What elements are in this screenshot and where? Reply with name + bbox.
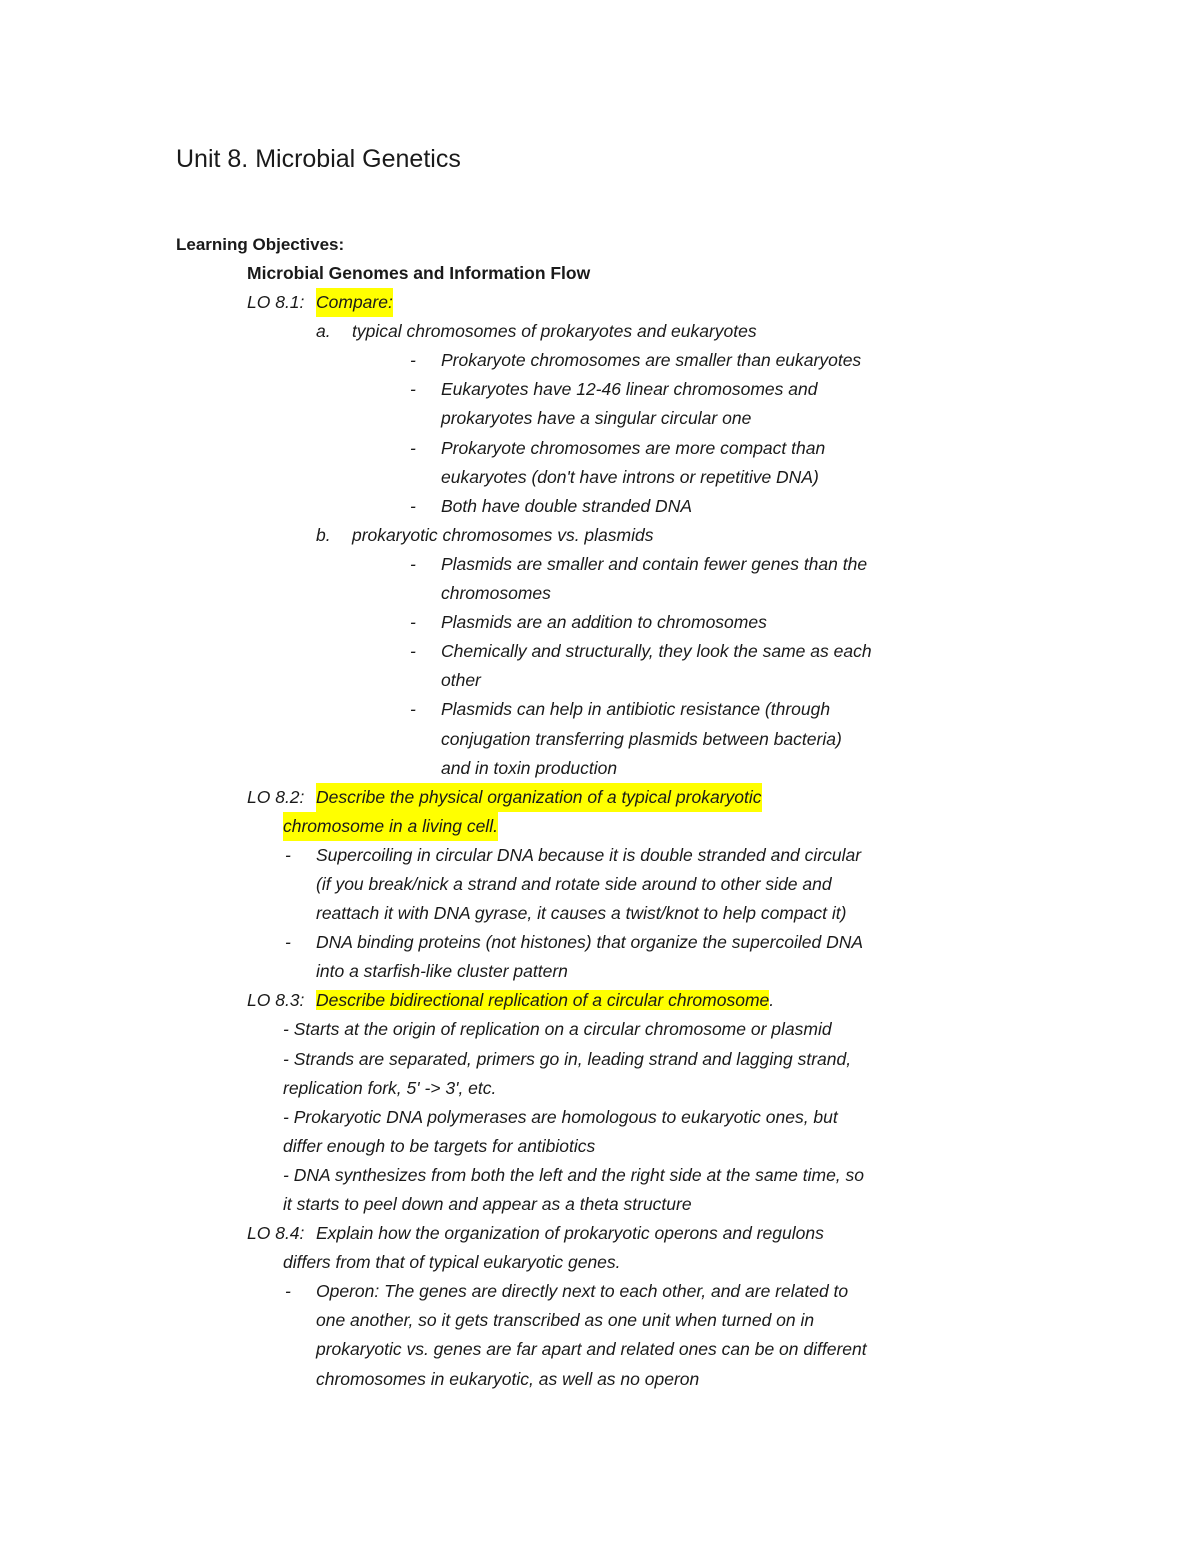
bullet-line xyxy=(0,550,1200,579)
bullet-line xyxy=(0,608,1200,637)
bullet-continuation xyxy=(0,725,1200,754)
document-body xyxy=(0,259,1200,1394)
bullet-text: Both have double stranded DNA xyxy=(441,495,692,516)
lo-text: - Starts at the origin of replication on a circular chromosome or plasmid xyxy=(283,1019,832,1040)
bullet-text: Supercoiling in circular DNA because it is double stranded and circular xyxy=(316,844,862,865)
bullet-text: Operon: The genes are directly next to each other, and are related to xyxy=(316,1281,849,1302)
bullet-text: Prokaryote chromosomes are smaller than eukaryotes xyxy=(441,350,862,371)
bullet-text: Plasmids are smaller and contain fewer genes than the xyxy=(441,553,868,574)
bullet-continuation xyxy=(0,1335,1200,1364)
lo-label: LO 8.2: xyxy=(247,786,305,807)
lo-8-3-line xyxy=(0,1074,1200,1103)
lo-heading: Explain how the organization of prokaryotic operons and regulons xyxy=(316,1223,824,1244)
lo-text: - Prokaryotic DNA polymerases are homologous to eukaryotic ones, but xyxy=(283,1106,838,1127)
bullet-continuation xyxy=(0,404,1200,433)
bullet-dash: - xyxy=(410,379,416,400)
bullet-text: and in toxin production xyxy=(441,757,618,778)
lo-heading-highlight: Compare: xyxy=(316,288,393,317)
lo-8-3-line xyxy=(0,1045,1200,1074)
bullet-dash: - xyxy=(410,699,416,720)
section-heading: Microbial Genomes and Information Flow xyxy=(247,263,591,283)
bullet-continuation xyxy=(0,666,1200,695)
bullet-text: reattach it with DNA gyrase, it causes a twist/knot to help compact it) xyxy=(316,903,847,924)
lo-8-3-line xyxy=(0,1015,1200,1044)
lo-8-3-line xyxy=(0,1103,1200,1132)
bullet-dash: - xyxy=(410,641,416,662)
bullet-text: Chemically and structurally, they look the same as each xyxy=(441,641,872,662)
lo-text: - Strands are separated, primers go in, leading strand and lagging strand, xyxy=(283,1048,852,1069)
bullet-line xyxy=(0,375,1200,404)
bullet-dash: - xyxy=(410,612,416,633)
lo-label: LO 8.3: xyxy=(247,990,305,1011)
bullet-continuation xyxy=(0,579,1200,608)
bullet-text: other xyxy=(441,670,481,691)
bullet-text: chromosomes in eukaryotic, as well as no operon xyxy=(316,1368,700,1389)
bullet-continuation xyxy=(0,1306,1200,1335)
lo-text: differ enough to be targets for antibiotics xyxy=(283,1135,596,1156)
bullet-dash: - xyxy=(410,350,416,371)
bullet-text: chromosomes xyxy=(441,583,551,604)
lo-text: - DNA synthesizes from both the left and the right side at the same time, so xyxy=(283,1164,865,1185)
bullet-text: one another, so it gets transcribed as one unit when turned on in xyxy=(316,1310,815,1331)
bullet-line xyxy=(0,841,1200,870)
bullet-text: Plasmids can help in antibiotic resistance (through xyxy=(441,699,831,720)
lo-heading: differs from that of typical eukaryotic genes. xyxy=(283,1252,621,1273)
lo-8-3-line xyxy=(0,1190,1200,1219)
bullet-continuation xyxy=(0,754,1200,783)
lo-8-1-heading xyxy=(0,288,1200,317)
lo-8-2-heading-continuation xyxy=(0,812,1200,841)
lo-text: replication fork, 5' -> 3', etc. xyxy=(283,1077,497,1098)
bullet-text: (if you break/nick a strand and rotate side around to other side and xyxy=(316,873,832,894)
lo-heading-highlight: Describe the physical organization of a typical prokaryotic xyxy=(316,783,762,812)
learning-objectives-label: Learning Objectives: xyxy=(176,235,345,254)
bullet-text: conjugation transferring plasmids between bacteria) xyxy=(441,728,842,749)
lo-8-1-item-a xyxy=(0,317,1200,346)
section-heading-line xyxy=(0,259,1200,288)
bullet-dash: - xyxy=(285,1281,291,1302)
lo-8-4-heading-continuation xyxy=(0,1248,1200,1277)
lo-heading-highlight: Describe bidirectional replication of a circular chromosome xyxy=(316,990,770,1011)
bullet-line xyxy=(0,695,1200,724)
bullet-text: prokaryotic vs. genes are far apart and related ones can be on different xyxy=(316,1339,867,1360)
lo-heading-period: . xyxy=(769,990,775,1011)
bullet-continuation xyxy=(0,463,1200,492)
bullet-dash: - xyxy=(410,495,416,516)
lo-label: LO 8.4: xyxy=(247,1223,305,1244)
lo-text: it starts to peel down and appear as a theta structure xyxy=(283,1194,692,1214)
bullet-dash: - xyxy=(410,553,416,574)
lo-label: LO 8.1: xyxy=(247,292,305,313)
bullet-text: Prokaryote chromosomes are more compact than xyxy=(441,437,826,458)
bullet-line xyxy=(0,1277,1200,1306)
bullet-text: into a starfish-like cluster pattern xyxy=(316,961,568,982)
bullet-line xyxy=(0,492,1200,521)
bullet-line xyxy=(0,346,1200,375)
lo-8-3-line xyxy=(0,1132,1200,1161)
bullet-continuation xyxy=(0,957,1200,986)
bullet-text: Eukaryotes have 12-46 linear chromosomes and xyxy=(441,379,818,400)
bullet-line xyxy=(0,434,1200,463)
bullet-dash: - xyxy=(285,844,291,865)
bullet-dash: - xyxy=(410,437,416,458)
bullet-text: eukaryotes (don't have introns or repetitive DNA) xyxy=(441,466,819,487)
lo-8-4-heading xyxy=(0,1219,1200,1248)
item-marker: b. xyxy=(316,524,331,545)
item-text: typical chromosomes of prokaryotes and eukaryotes xyxy=(352,321,757,342)
bullet-line xyxy=(0,637,1200,666)
item-marker: a. xyxy=(316,321,331,342)
page-title: Unit 8. Microbial Genetics xyxy=(176,145,461,173)
bullet-continuation xyxy=(0,899,1200,928)
bullet-text: prokaryotes have a singular circular one xyxy=(441,408,752,429)
bullet-text: DNA binding proteins (not histones) that organize the supercoiled DNA xyxy=(316,932,864,953)
bullet-continuation xyxy=(0,1365,1200,1394)
bullet-text: Plasmids are an addition to chromosomes xyxy=(441,612,767,633)
lo-8-3-heading xyxy=(0,986,1200,1015)
lo-heading-highlight: chromosome in a living cell. xyxy=(283,812,498,841)
item-text: prokaryotic chromosomes vs. plasmids xyxy=(352,524,654,545)
bullet-dash: - xyxy=(285,932,291,953)
lo-8-3-line xyxy=(0,1161,1200,1190)
lo-8-2-heading xyxy=(0,783,1200,812)
bullet-continuation xyxy=(0,870,1200,899)
lo-8-1-item-b xyxy=(0,521,1200,550)
bullet-line xyxy=(0,928,1200,957)
